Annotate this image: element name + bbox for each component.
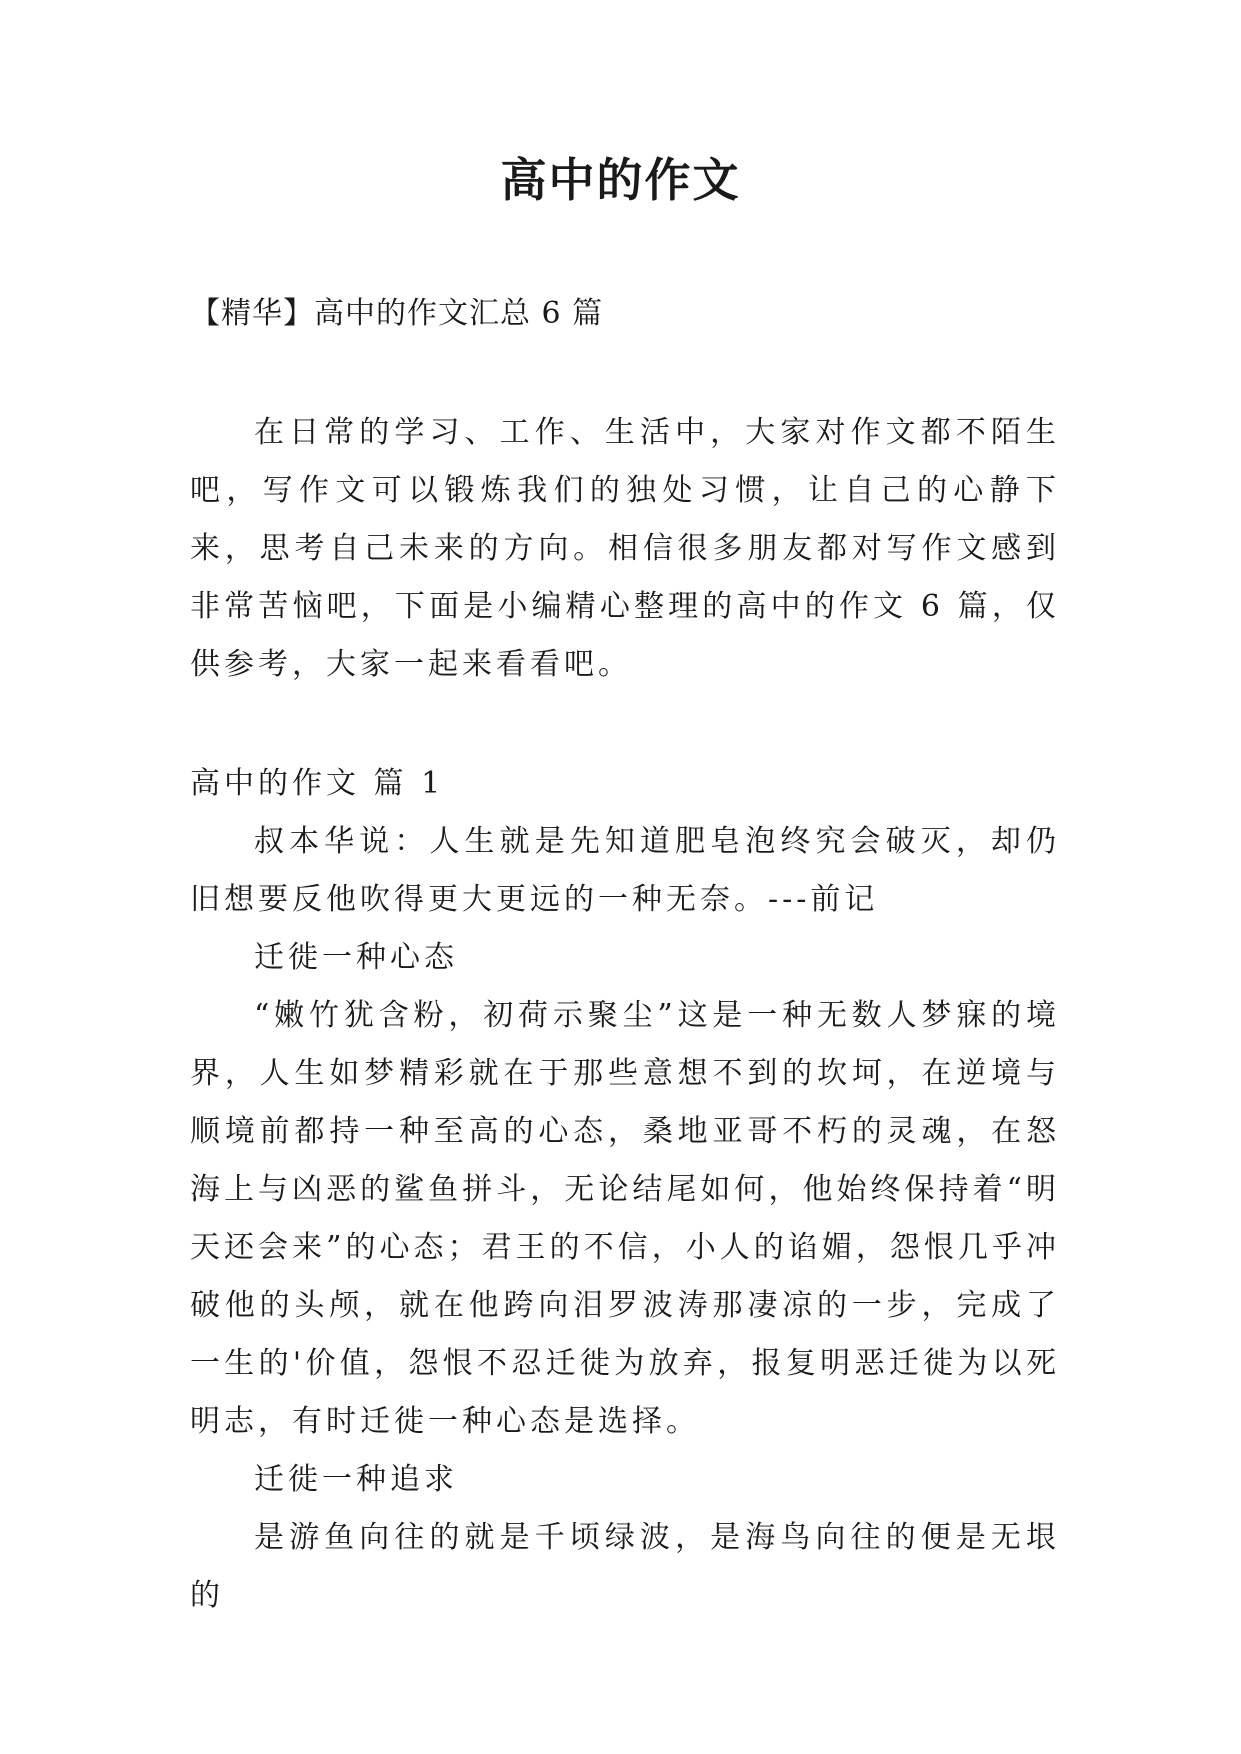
document-subtitle: 【精华】高中的作文汇总 6 篇 [190, 296, 604, 331]
intro-paragraph: 在日常的学习、工作、生活中，大家对作文都不陌生吧，写作文可以锻炼我们的独处习惯，让自己的心静下来，思考自己未来的方向。相信很多朋友都对写作文感到非常苦恼吧，下面是小编精心整理的高中的作文 6 篇，仅供参考，大家一起来看看吧。 [190, 415, 1060, 682]
paragraph-2: “嫩竹犹含粉，初荷示聚尘”这是一种无数人梦寐的境界，人生如梦精彩就在于那些意想不到的坎坷，在逆境与顺境前都持一种至高的心态，桑地亚哥不朽的灵魂，在怒海上与凶恶的鲨鱼拼斗，无论结尾如何，他始终保持着“明天还会来”的心态；君王的不信，小人的谄媚，怨恨几乎冲破他的头颅，就在他跨向泪罗波涛那凄凉的一步，完成了一生的'价值，怨恨不忍迁徙为放弃，报复明恶迁徙为以死明志，有时迁徙一种心态是选择。 [190, 998, 1060, 1439]
paragraph-3: 是游鱼向往的就是千顷绿波，是海鸟向往的便是无垠的 [190, 1520, 1060, 1613]
document-title: 高中的作文 [500, 153, 741, 207]
section-title: 高中的作文 篇 1 [190, 766, 445, 801]
paragraph-1: 叔本华说：人生就是先知道肥皂泡终究会破灭，却仍旧想要反他吹得更大更远的一种无奈。---前记 [190, 824, 1060, 917]
heading-pursuit: 迁徙一种追求 [254, 1462, 458, 1497]
heading-state: 迁徙一种心态 [254, 940, 458, 975]
